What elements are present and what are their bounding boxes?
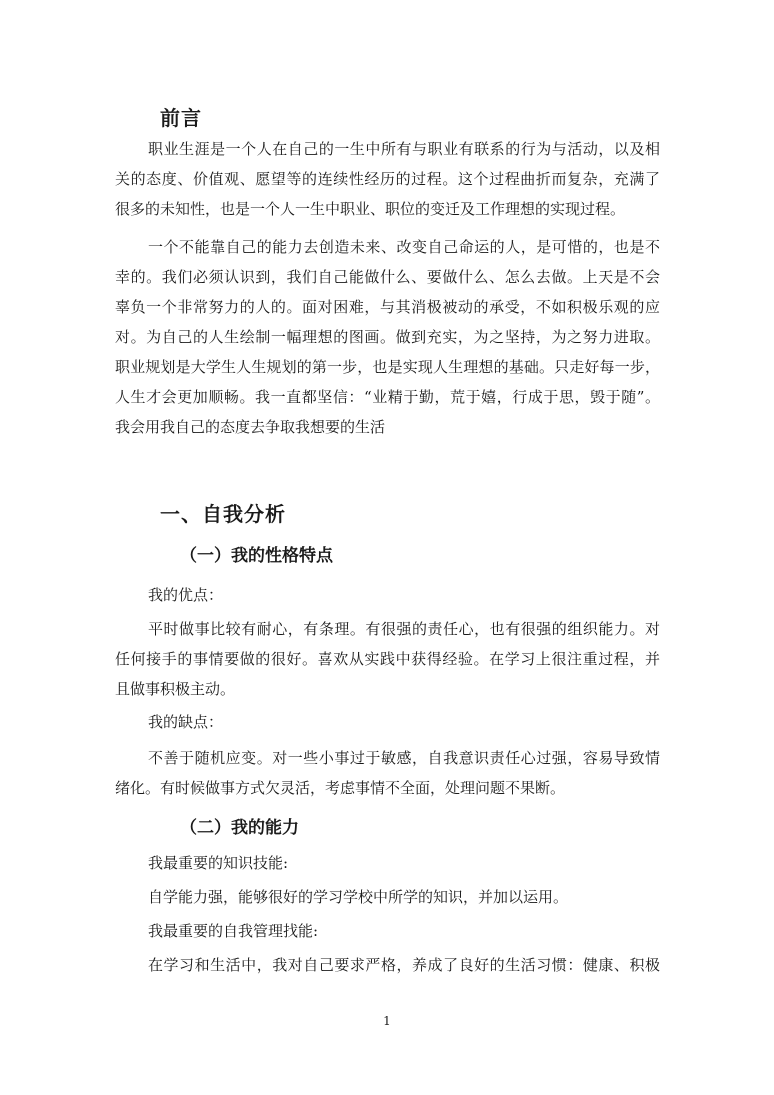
- text-line: 对。为自己的人生绘制一幅理想的图画。做到充实，为之坚持，为之努力进取。: [115, 328, 660, 346]
- weaknesses-paragraph: [115, 743, 660, 803]
- self-management-text: 在学习和生活中，我对自己要求严格，养成了良好的生活习惯：健康、积极: [148, 956, 660, 974]
- preface-heading: 前言: [160, 106, 202, 130]
- weaknesses-block: [115, 707, 660, 737]
- text-line: 人生才会更加顺畅。我一直都坚信：“业精于勤，荒于嬉，行成于思，毁于随”。: [115, 388, 660, 406]
- knowledge-label: 我最重要的知识技能:: [148, 854, 289, 872]
- text-line: 幸的。我们必须认识到，我们自己能做什么、要做什么、怎么去做。上天是不会: [115, 268, 660, 286]
- text-line: 职业生涯是一个人在自己的一生中所有与职业有联系的行为与活动，以及相: [148, 140, 660, 158]
- text-line: 关的态度、价值观、愿望等的连续性经历的过程。这个过程曲折而复杂，充满了: [115, 170, 660, 188]
- subsection-heading-personality: （一）我的性格特点: [180, 546, 333, 566]
- text-line: 一个不能靠自己的能力去创造未来、改变自己命运的人，是可惜的，也是不: [148, 238, 660, 256]
- section-heading-self-analysis: 一、自我分析: [160, 502, 286, 526]
- text-line: 我会用我自己的态度去争取我想要的生活: [115, 418, 386, 436]
- subsection-heading-abilities: （二）我的能力: [180, 818, 299, 838]
- abilities-block: [115, 848, 660, 980]
- strengths-label: 我的优点：: [148, 586, 224, 604]
- text-line: 很多的未知性，也是一个人一生中职业、职位的变迁及工作理想的实现过程。: [115, 200, 626, 218]
- preface-paragraph-2: [115, 232, 660, 442]
- preface-paragraph-1: [115, 134, 660, 224]
- knowledge-text: 自学能力强，能够很好的学习学校中所学的知识，并加以运用。: [148, 888, 569, 906]
- text-line: 绪化。有时候做事方式欠灵活，考虑事情不全面，处理问题不果断。: [115, 779, 566, 797]
- weaknesses-label: 我的缺点：: [148, 713, 224, 731]
- text-line: 平时做事比较有耐心，有条理。有很强的责任心，也有很强的组织能力。对: [148, 620, 660, 638]
- page-number: 1: [383, 1014, 391, 1028]
- strengths-paragraph: [115, 614, 660, 704]
- text-line: 辜负一个非常努力的人的。面对困难，与其消极被动的承受，不如积极乐观的应: [115, 298, 660, 316]
- self-management-label: 我最重要的自我管理找能:: [148, 922, 319, 940]
- text-line: 职业规划是大学生人生规划的第一步，也是实现人生理想的基础。只走好每一步，: [115, 358, 660, 376]
- text-line: 任何接手的事情要做的很好。喜欢从实践中获得经验。在学习上很注重过程，并: [115, 650, 660, 668]
- text-line: 不善于随机应变。对一些小事过于敏感，自我意识责任心过强，容易导致情: [148, 749, 660, 767]
- text-line: 且做事积极主动。: [115, 680, 236, 698]
- strengths-block: [115, 580, 660, 610]
